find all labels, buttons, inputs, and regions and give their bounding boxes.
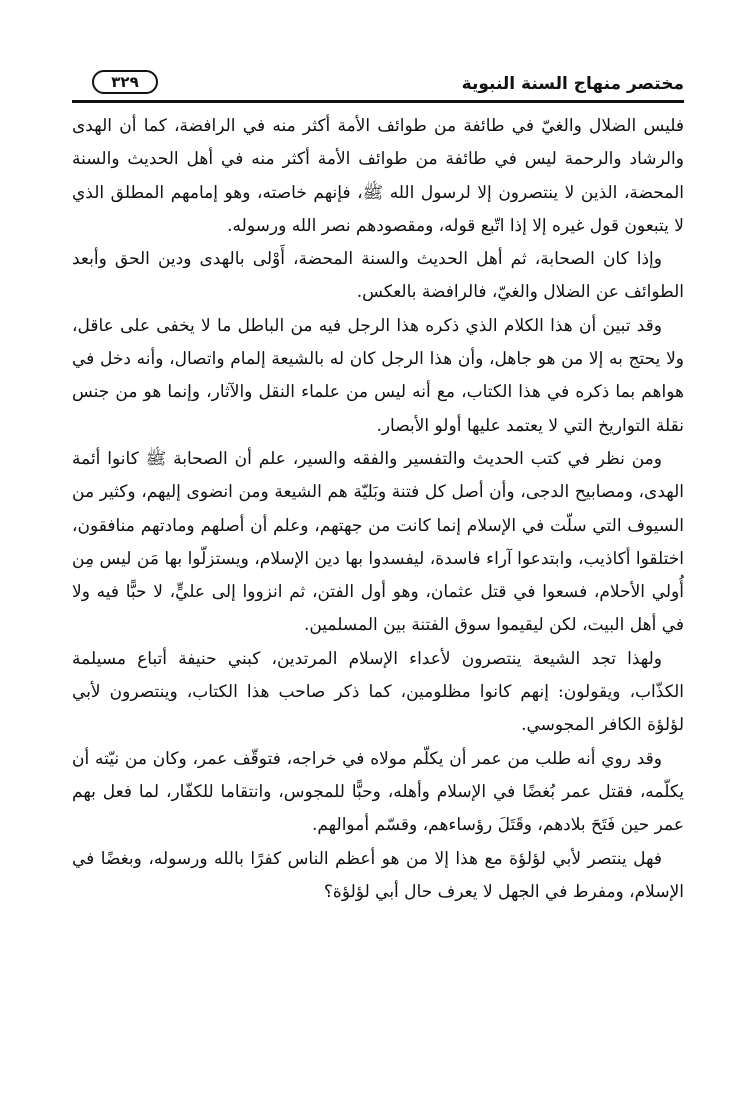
page-number-badge: ٣٢٩ <box>92 70 158 94</box>
header-divider <box>72 100 684 103</box>
paragraph-3: وقد تبين أن هذا الكلام الذي ذكره هذا الرجل فيه من الباطل ما لا يخفى على عاقل، ولا يحتج به إلا من هو جاهل، وأن هذا الرجل كان له بالشيعة إلمام واتصال، وأنه دخل في هواهم بما ذكره في هذا الكتاب، مع أنه ليس من علماء النقل والآثار، وإنما هو من جنس نقلة التواريخ التي لا يعتمد عليها أولو الأبصار. <box>72 315 684 436</box>
paragraph-4: ومن نظر في كتب الحديث والتفسير والفقه والسير، علم أن الصحابة ﷺ كانوا أئمة الهدى، ومصابيح الدجى، وأن أصل كل فتنة وبَليّة هم الشيعة ومن انضوى إليهم، وكثير من السيوف التي سلّت في الإسلام إنما كانت من جهتهم، وعلم أن أصلهم ومادتهم منافقون، اختلقوا أكاذيب، وابتدعوا آراء فاسدة، ليفسدوا بها دين الإسلام، ويستزلّوا بها مَن ليس مِن أُولي الأحلام، فسعوا في قتل عثمان، وهو أول الفتن، ثم انزووا إلى عليٍّ، لا حبًّا فيه ولا في أهل البيت، لكن ليقيموا سوق الفتنة بين المسلمين. <box>72 448 684 636</box>
paragraph-6: وقد روي أنه طلب من عمر أن يكلّم مولاه في خراجه، فتوقّف عمر، وكان من نيّته أن يكلّمه، فقتل عمر بُغضًا في الإسلام وأهله، وحبًّا للمجوس، وانتقاما للكفّار، لما فعل بهم عمر حين فَتَحَ بلادهم، وقَتَلَ رؤساءهم، وقسّم أموالهم. <box>72 748 684 836</box>
running-title: مختصر منهاج السنة النبوية <box>461 74 684 94</box>
paragraph-5: ولهذا تجد الشيعة ينتصرون لأعداء الإسلام المرتدين، كبني حنيفة أتباع مسيلمة الكذّاب، ويقولون: إنهم كانوا مظلومين، كما ذكر صاحب هذا الكتاب، وينتصرون لأبي لؤلؤة الكافر المجوسي. <box>72 648 684 736</box>
paragraph-1: فليس الضلال والغيّ في طائفة من طوائف الأمة أكثر منه في الرافضة، كما أن الهدى والرشاد والرحمة ليس في طائفة من طوائف الأمة أكثر منه في أهل الحديث والسنة المحضة، الذين لا ينتصرون إلا لرسول الله ﷺ، فإنهم خاصته، وهو إمامهم المطلق الذي لا يتبعون قول غيره إلا إذا اتّبع قوله، ومقصودهم نصر الله ورسوله. <box>72 116 684 236</box>
main-text <box>72 110 684 909</box>
paragraph-7: فهل ينتصر لأبي لؤلؤة مع هذا إلا من هو أعظم الناس كفرًا بالله ورسوله، وبغضًا في الإسلام، ومفرط في الجهل لا يعرف حال أبي لؤلؤة؟ <box>72 848 684 902</box>
page-header <box>72 64 684 104</box>
paragraph-2: وإذا كان الصحابة، ثم أهل الحديث والسنة المحضة، أَوْلى بالهدى ودين الحق وأبعد الطوائف عن الضلال والغيّ، فالرافضة بالعكس. <box>72 249 684 303</box>
